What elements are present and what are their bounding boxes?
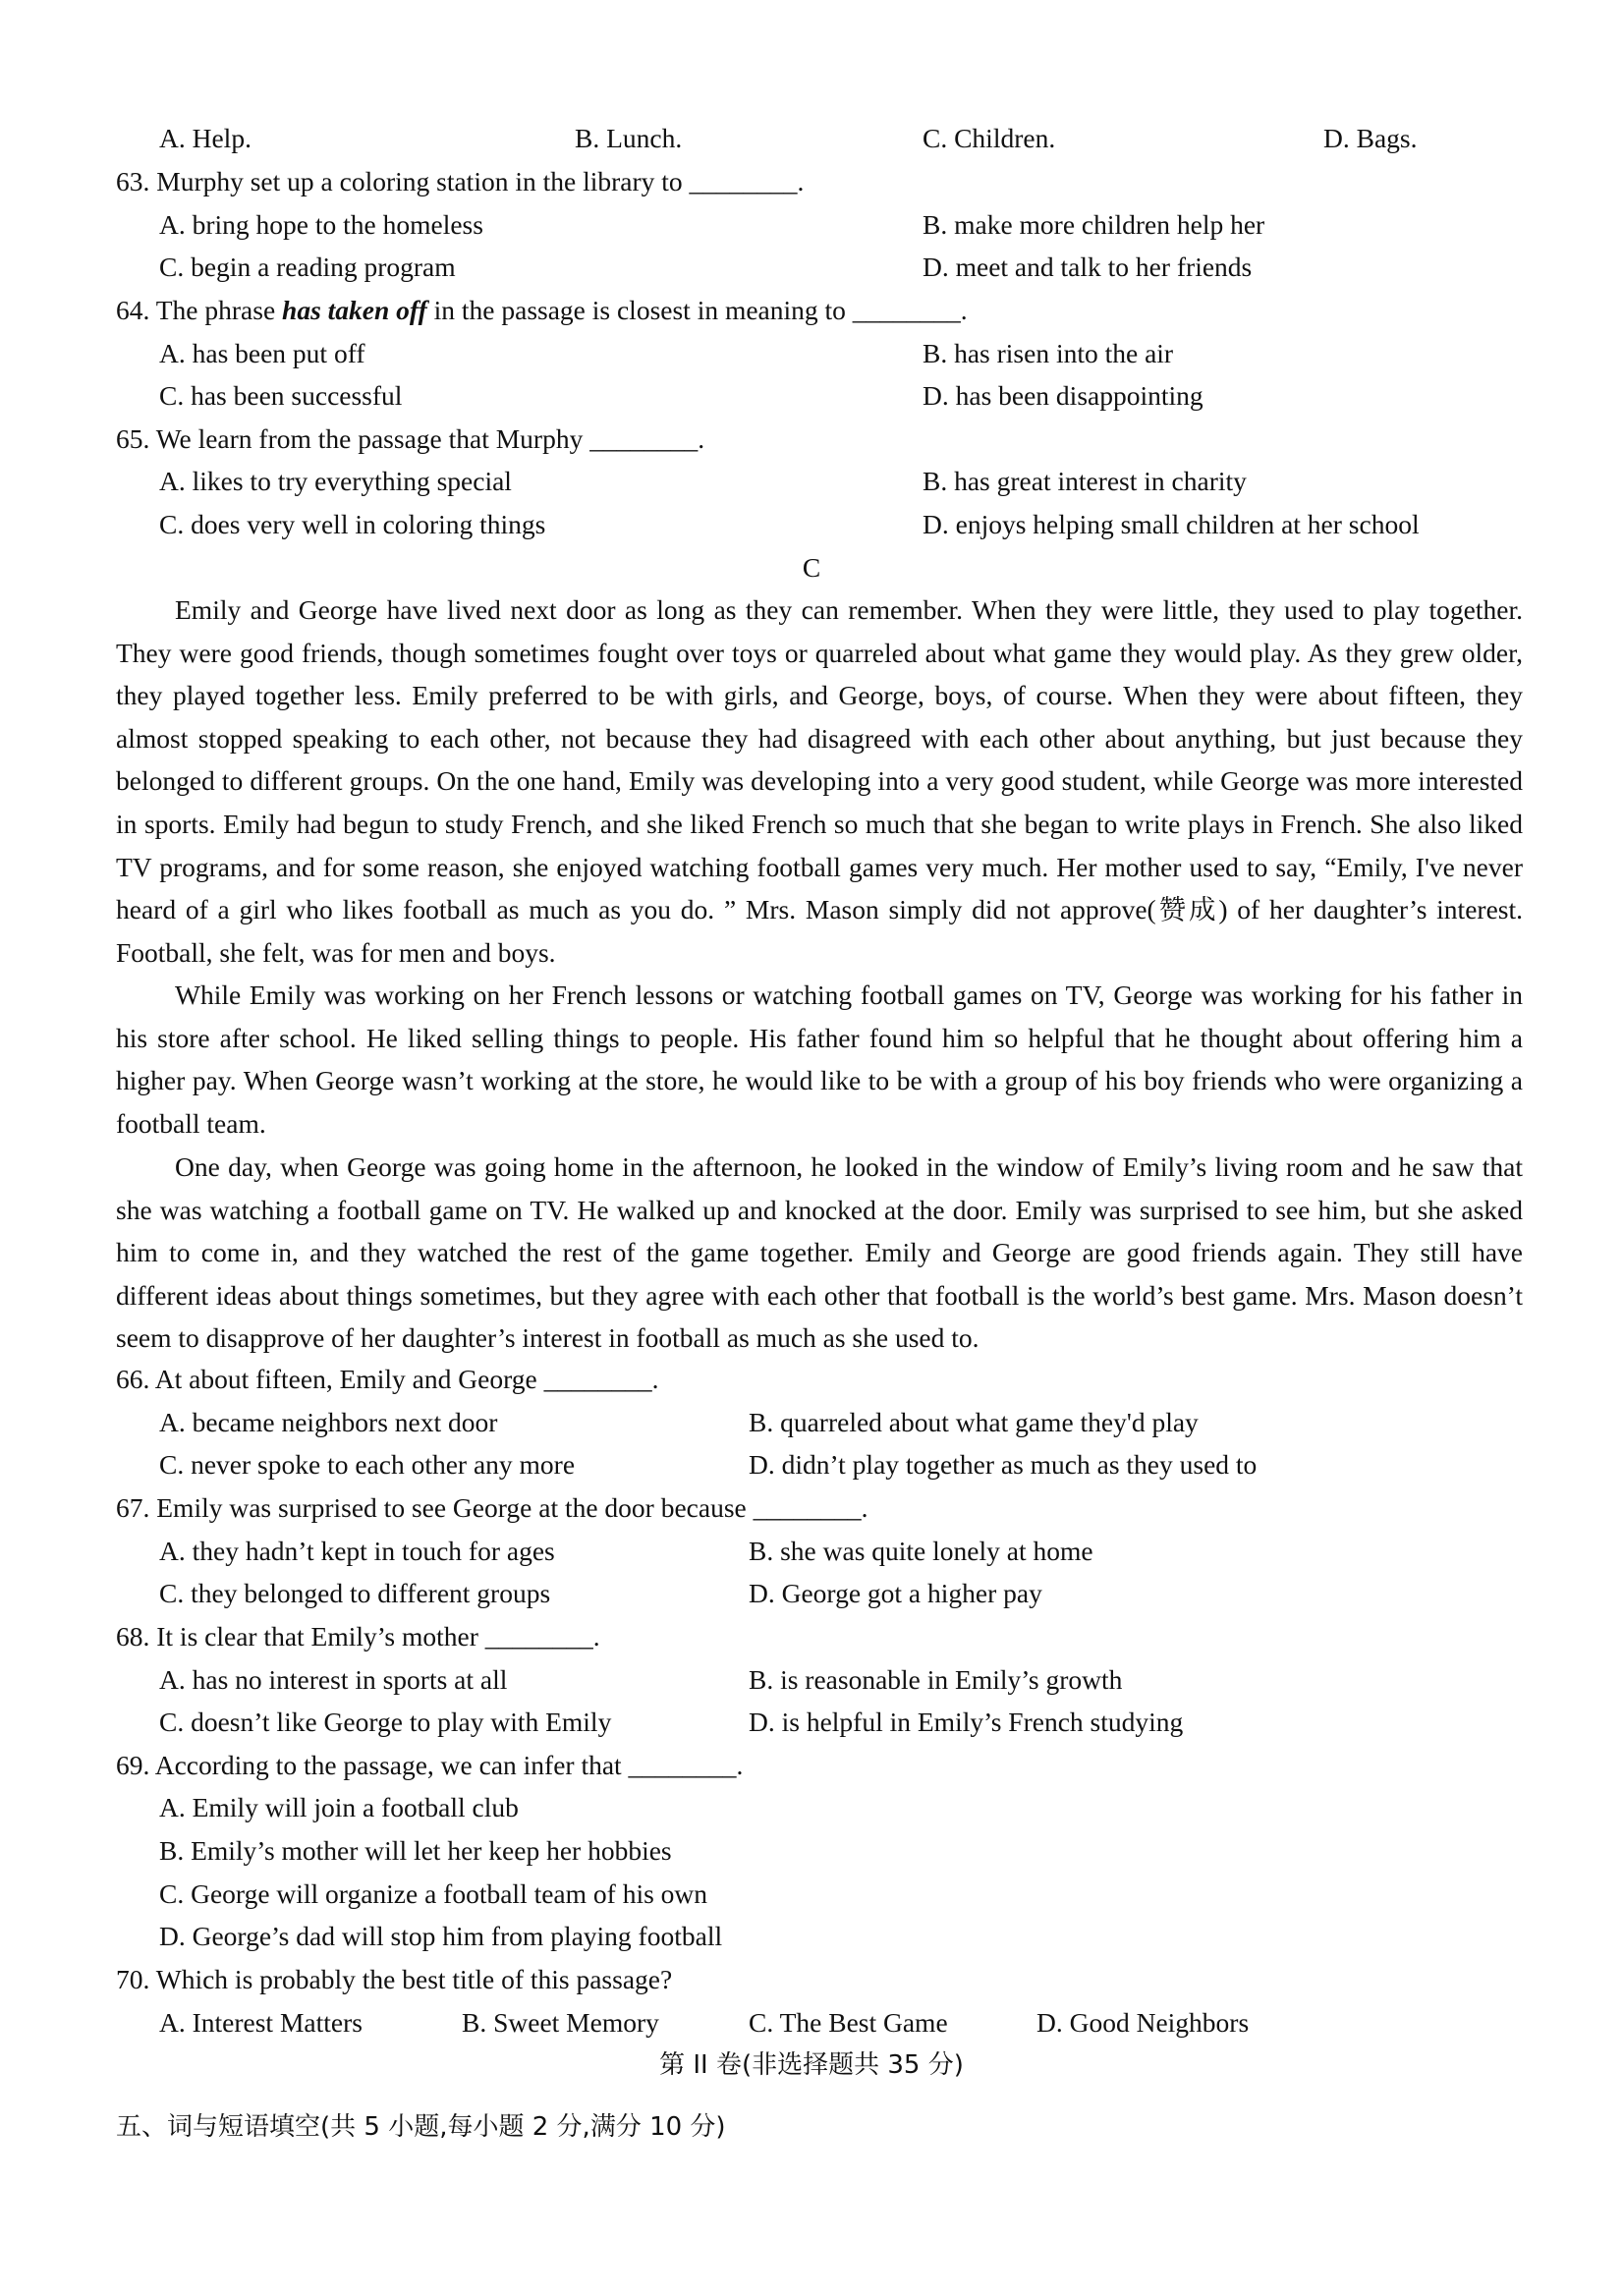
q66-option-a: A. became neighbors next door	[159, 1407, 498, 1437]
passage-paragraph-1: Emily and George have lived next door as long as they can remember. When they were little, they used to play together. They were good friends, though sometimes fought over toys or quarreled about what game they would play. As they grew older, they played together less. Emily preferred to be with girls, and George, boys, of course. When they were about fifteen, they almost stopped speaking to each other, not because they had disagreed with each other about anything, but just because they belonged to different groups. On the one hand, Emily was developing into a very good student, while George was more interested in sports. Emily had begun to study French, and she liked French so much that she began to write plays in French. She also liked TV programs, and for some reason, she enjoyed watching football games very much. Her mother used to say, “Emily, I've never heard of a girl who likes football as much as you do. ” Mrs. Mason simply did not approve(赞成) of her daughter’s interest. Football, she felt, was for men and boys.	[116, 594, 1523, 968]
q69-option-b: B. Emily’s mother will let her keep her hobbies	[159, 1835, 672, 1866]
q62-option-c: C. Children.	[923, 123, 1056, 153]
q64-option-b: B. has risen into the air	[923, 338, 1174, 368]
q68-stem: 68. It is clear that Emily’s mother ________.	[116, 1621, 600, 1652]
q64-stem-after: in the passage is closest in meaning to ________.	[426, 295, 968, 325]
q64-option-c: C. has been successful	[159, 380, 403, 411]
q70-option-b: B. Sweet Memory	[462, 2007, 659, 2038]
passage-paragraph-2: While Emily was working on her French lessons or watching football games on TV, George was working for his father in his store after school. He liked selling things to people. His father found him so helpful that he thought about offering him a higher pay. When George wasn’t working at the store, he would like to be with a group of his boy friends who were organizing a football team.	[116, 980, 1523, 1139]
q67-option-c: C. they belonged to different groups	[159, 1578, 551, 1608]
part-2-heading: 第 II 卷(非选择题共 35 分)	[659, 2050, 964, 2080]
q65-option-b: B. has great interest in charity	[923, 466, 1247, 496]
q63-stem: 63. Murphy set up a coloring station in the library to ________.	[116, 166, 805, 196]
q63-option-c: C. begin a reading program	[159, 252, 456, 282]
q62-option-a: A. Help.	[159, 123, 252, 153]
q69-option-c: C. George will organize a football team of his own	[159, 1878, 708, 1909]
q68-option-c: C. doesn’t like George to play with Emily	[159, 1707, 612, 1737]
q70-stem: 70. Which is probably the best title of this passage?	[116, 1964, 673, 1994]
q66-option-b: B. quarreled about what game they'd play	[749, 1407, 1199, 1437]
q65-stem: 65. We learn from the passage that Murphy ________.	[116, 423, 705, 454]
q64-option-d: D. has been disappointing	[923, 380, 1203, 411]
q66-option-c: C. never spoke to each other any more	[159, 1449, 576, 1480]
q70-option-d: D. Good Neighbors	[1036, 2007, 1250, 2038]
q63-option-b: B. make more children help her	[923, 209, 1265, 240]
passage-paragraph-3: One day, when George was going home in the afternoon, he looked in the window of Emily’s living room and he saw that she was watching a football game on TV. He walked up and knocked at the door. Emily was surprised to see him, but she asked him to come in, and they watched the rest of the game together. Emily and George are good friends again. They still have different ideas about things sometimes, but they agree with each other that football is the world’s best game. Mrs. Mason doesn’t seem to disapprove of her daughter’s interest in football as much as she used to.	[116, 1151, 1523, 1354]
q64-option-a: A. has been put off	[159, 338, 365, 368]
q68-option-d: D. is helpful in Emily’s French studying	[749, 1707, 1184, 1737]
q67-option-d: D. George got a higher pay	[749, 1578, 1042, 1608]
q64-stem	[116, 293, 968, 328]
q65-option-a: A. likes to try everything special	[159, 466, 512, 496]
q64-key-phrase: has taken off	[282, 295, 427, 325]
q63-option-d: D. meet and talk to her friends	[923, 252, 1253, 282]
q67-option-a: A. they hadn’t kept in touch for ages	[159, 1536, 555, 1566]
q62-option-b: B. Lunch.	[575, 123, 683, 153]
q66-option-d: D. didn’t play together as much as they used to	[749, 1449, 1258, 1480]
q65-option-c: C. does very well in coloring things	[159, 509, 546, 539]
q68-option-a: A. has no interest in sports at all	[159, 1664, 508, 1695]
q64-stem-before: 64. The phrase	[116, 295, 283, 325]
q69-stem: 69. According to the passage, we can infer that ________.	[116, 1750, 744, 1780]
q68-option-b: B. is reasonable in Emily’s growth	[749, 1664, 1123, 1695]
section-c-label: C	[802, 552, 821, 583]
q66-stem: 66. At about fifteen, Emily and George ________.	[116, 1364, 659, 1394]
q63-option-a: A. bring hope to the homeless	[159, 209, 483, 240]
q67-stem: 67. Emily was surprised to see George at the door because ________.	[116, 1492, 868, 1523]
q67-option-b: B. she was quite lonely at home	[749, 1536, 1093, 1566]
q69-option-d: D. George’s dad will stop him from playing football	[159, 1921, 723, 1951]
q62-option-d: D. Bags.	[1323, 123, 1418, 153]
q70-option-a: A. Interest Matters	[159, 2007, 363, 2038]
section-5-heading: 五、词与短语填空(共 5 小题,每小题 2 分,满分 10 分)	[116, 2112, 726, 2142]
q69-option-a: A. Emily will join a football club	[159, 1792, 519, 1822]
q65-option-d: D. enjoys helping small children at her school	[923, 509, 1420, 539]
q70-option-c: C. The Best Game	[749, 2007, 948, 2038]
